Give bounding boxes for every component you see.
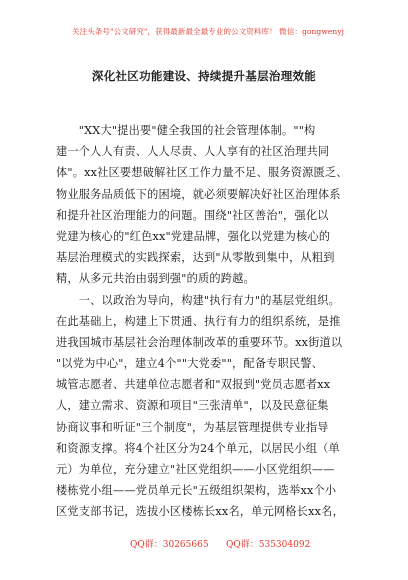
body-line: 和资源支撑。将4个社区分为24个单元，以居民小组（单 [56, 441, 340, 455]
header-notice: 关注头条号"公文研究"，获得最新最全最专业的公文资料库！ 微信：gongwenyj [72, 27, 345, 36]
body-line: 在此基础上，构建上下贯通、执行有力的组织系统，是推 [56, 314, 341, 328]
footer-qq-group-1: QQ群：30265665 [130, 540, 209, 550]
body-line: 区党支部书记，选拔小区楼栋长xx名，单元网格长xx名， [56, 505, 344, 519]
body-line: "XX大"提出要"健全我国的社会管理体制。""构 [56, 124, 316, 137]
body-line: 一、以政治为导向，构建"执行有力"的基层党组织。 [56, 293, 340, 307]
body-line: 协商议事和听证"三个制度"，为基层管理提供专业指导 [56, 420, 329, 434]
body-line: 城管志愿者、共建单位志愿者和"双报到"党员志愿者xx [56, 378, 331, 392]
body-line: 楼栋党小组——党员单元长"五级组织架构，选举xx个小 [56, 484, 337, 498]
footer-qq-group-2: QQ群：535304092 [226, 540, 311, 550]
body-line: 建一个人人有责、人人尽责、人人享有的社区治理共同 [56, 145, 330, 159]
body-line: 精，从多元共治由弱到强"的质的跨越。 [56, 272, 255, 286]
body-line: 人，建立需求、资源和项目"三张清单"，以及民意征集 [56, 399, 329, 413]
body-line: "以党为中心"，建立4个""大党委""，配备专职民警、 [56, 357, 324, 371]
body-line: 物业服务品质低下的困境，就必须要解决好社区治理体系 [56, 187, 341, 201]
document-body [56, 120, 356, 523]
body-line: 元）为单位，充分建立"社区党组织——小区党组织—— [56, 463, 335, 476]
body-line: 和提升社区治理能力的问题。围绕"社区善治"，强化以 [56, 208, 329, 222]
body-line: 进我国城市基层社会治理体制改革的重要环节。xx街道以 [56, 335, 343, 349]
body-line: 基层治理模式的实践探索，达到"从零散到集中，从粗到 [56, 251, 335, 265]
document-title: 深化社区功能建设、持续提升基层治理效能 [91, 69, 317, 83]
body-line: 体"。xx社区要想破解社区工作力量不足、服务资源匮乏、 [56, 166, 348, 180]
body-line: 党建为核心的"红色xx"党建品牌，强化以党建为核心的 [56, 229, 331, 243]
